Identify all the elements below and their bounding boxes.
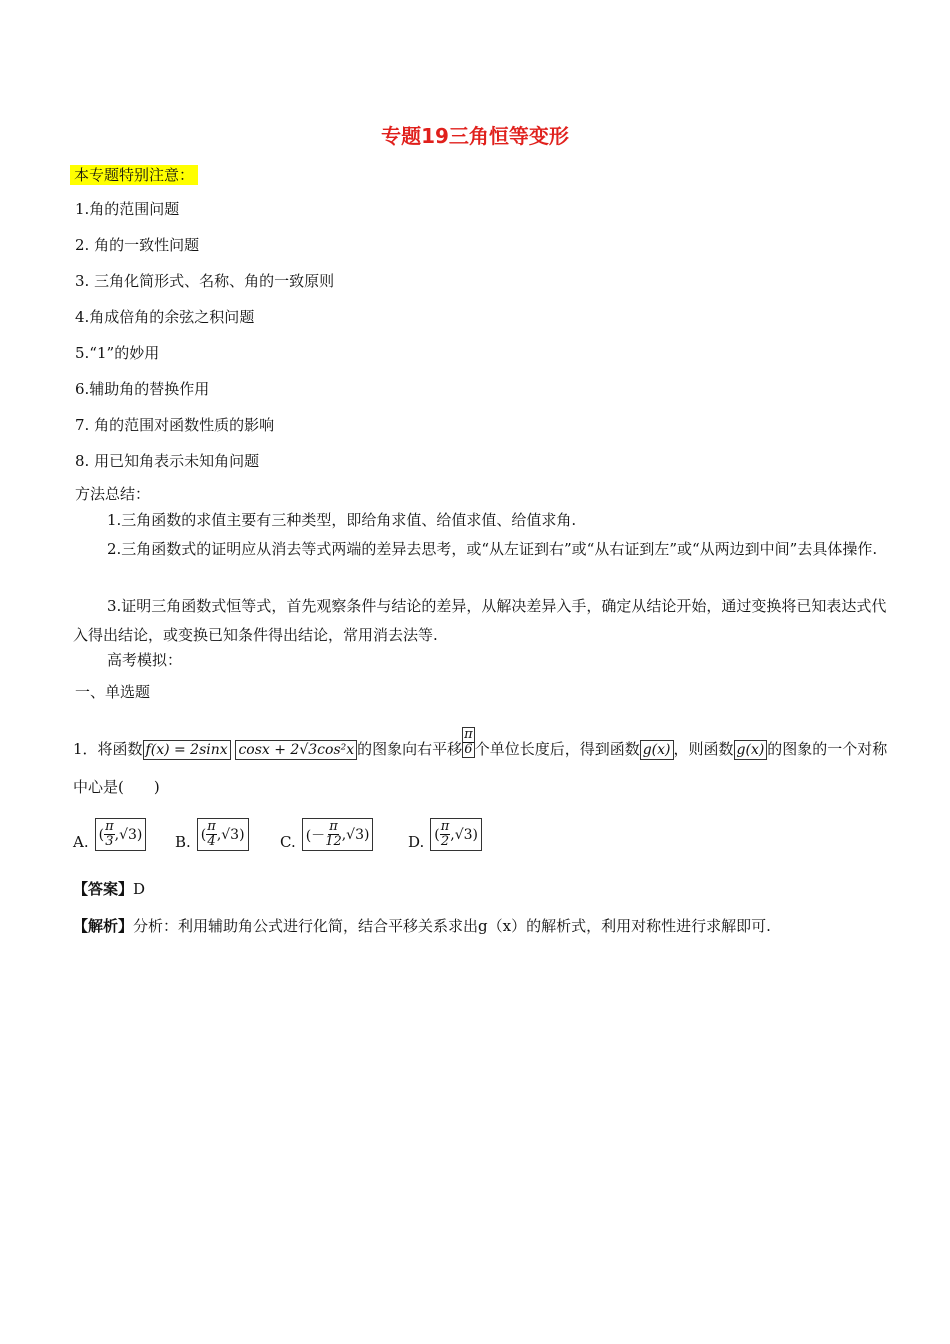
question-text: 个单位长度后，得到函数 xyxy=(474,740,640,758)
option-c[interactable]: C. (－ $\frac{\pi}{12}$ ,√3) xyxy=(280,818,373,851)
method-paragraph-1: 1.三角函数的求值主要有三种类型，即给角求值、给值求值、给值求角. xyxy=(107,511,577,529)
analysis-line xyxy=(73,917,771,935)
formula-f-cont: cosx + 2√3cos²x xyxy=(235,740,357,760)
point-item: 8. 用已知角表示未知角问题 xyxy=(75,452,260,470)
page-title: 专题19三角恒等变形 xyxy=(381,124,569,148)
question-text: 的图象的一个对称中心是( ) xyxy=(73,740,888,796)
method-heading: 方法总结： xyxy=(75,485,151,503)
option-a-value: ( $\frac{\pi}{3}$ ,√3) xyxy=(95,818,147,851)
question-text: 的图象向右平移 xyxy=(357,740,463,758)
analysis-tag: 【解析】 xyxy=(73,917,134,935)
option-c-value: (－ $\frac{\pi}{12}$ ,√3) xyxy=(302,818,374,851)
answer-line xyxy=(73,880,145,898)
answer-tag: 【答案】 xyxy=(73,880,134,898)
answer-value: D xyxy=(133,880,146,898)
option-b-value: ( $\frac{\pi}{4}$ ,√3) xyxy=(197,818,249,851)
point-item: 7. 角的范围对函数性质的影响 xyxy=(75,416,275,434)
question-text: ，则函数 xyxy=(673,740,734,758)
formula-f: f(x) = 2sinx xyxy=(143,740,231,760)
option-a[interactable]: A. ( $\frac{\pi}{3}$ ,√3) xyxy=(73,818,146,851)
formula-g: g(x) xyxy=(734,740,768,760)
point-item: 3. 三角化简形式、名称、角的一致原则 xyxy=(75,272,335,290)
point-item: 5.“1”的妙用 xyxy=(75,344,160,362)
option-d[interactable]: D. ( $\frac{\pi}{2}$ ,√3) xyxy=(408,818,482,851)
point-item: 4.角成倍角的余弦之积问题 xyxy=(75,308,255,326)
question-text: 1．将函数 xyxy=(73,740,143,758)
option-b[interactable]: B. ( $\frac{\pi}{4}$ ,√3) xyxy=(175,818,249,851)
formula-g: g(x) xyxy=(640,740,674,760)
method-paragraph-2: 2.三角函数式的证明应从消去等式两端的差异去思考，或“从左证到右”或“从右证到左”或“从两边到中间”去具体操作. xyxy=(107,540,878,558)
point-item: 6.辅助角的替换作用 xyxy=(75,380,210,398)
analysis-text: 分析：利用辅助角公式进行化简，结合平移关系求出g（x）的解析式，利用对称性进行求解即可. xyxy=(133,917,771,935)
point-item: 2. 角的一致性问题 xyxy=(75,236,200,254)
notice-heading: 本专题特别注意： xyxy=(70,165,198,185)
option-d-value: ( $\frac{\pi}{2}$ ,√3) xyxy=(430,818,482,851)
point-item: 1.角的范围问题 xyxy=(75,200,180,218)
section-heading: 一、单选题 xyxy=(75,683,151,701)
method-paragraph-3: 3.证明三角函数式恒等式，首先观察条件与结论的差异，从解决差异入手，确定从结论开始，通过变换将已知表达式代入得出结论，或变换已知条件得出结论，常用消去法等. xyxy=(73,597,887,644)
question-1 xyxy=(73,726,893,806)
shift-fraction: $\frac{\pi}{6}$ xyxy=(464,726,473,757)
gaokao-heading: 高考模拟： xyxy=(107,651,183,669)
